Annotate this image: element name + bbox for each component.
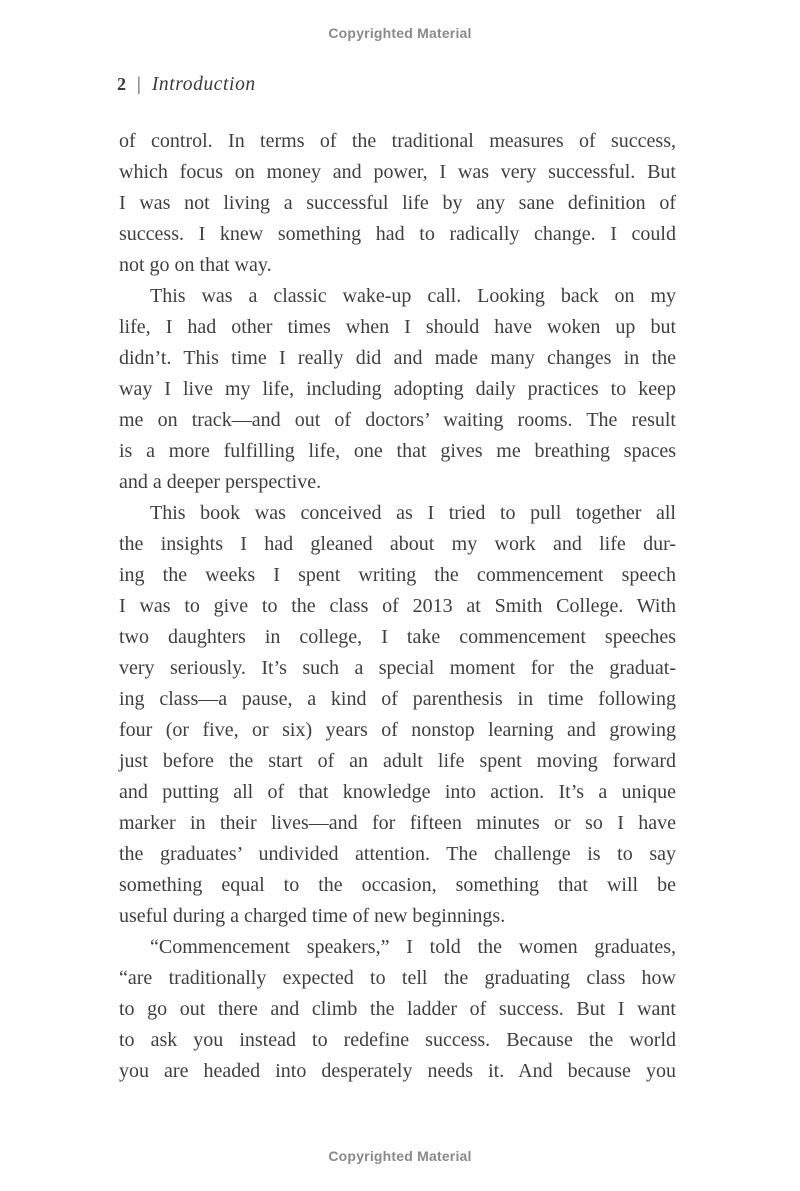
body-line: and a deeper perspective. [119,471,322,493]
body-line: success. I knew something had to radically change. I could [119,223,676,245]
copyright-notice-top: Copyrighted Material [328,25,472,41]
body-line: is a more fulfilling life, one that gives me breathing spaces [119,440,676,462]
page-body [119,126,676,1087]
body-line: “Commencement speakers,” I told the women graduates, [150,936,676,958]
body-line: something equal to the occasion, something that will be [119,874,676,896]
body-line: the graduates’ undivided attention. The challenge is to say [119,843,676,865]
body-line: This book was conceived as I tried to pull together all [150,502,676,524]
body-line: I was not living a successful life by any sane definition of [119,192,676,214]
body-line: marker in their lives—and for fifteen minutes or so I have [119,812,676,834]
body-line: way I live my life, including adopting daily practices to keep [119,378,676,400]
body-line: and putting all of that knowledge into action. It’s a unique [119,781,676,803]
body-line: “are traditionally expected to tell the graduating class how [119,967,676,989]
header-separator: | [137,74,141,95]
body-line: me on track—and out of doctors’ waiting rooms. The result [119,409,676,431]
body-line: ing class—a pause, a kind of parenthesis in time following [119,688,676,710]
body-line: This was a classic wake-up call. Looking back on my [150,285,676,307]
body-line: ing the weeks I spent writing the commencement speech [119,564,676,586]
body-line: to ask you instead to redefine success. Because the world [119,1029,676,1051]
body-line: you are headed into desperately needs it. And because you [119,1060,676,1082]
body-line: life, I had other times when I should have woken up but [119,316,676,338]
body-line: didn’t. This time I really did and made many changes in the [119,347,676,369]
body-line: two daughters in college, I take commencement speeches [119,626,676,648]
body-line: four (or five, or six) years of nonstop learning and growing [119,719,676,741]
chapter-title: Introduction [151,74,256,95]
body-line: of control. In terms of the traditional measures of success, [119,130,676,152]
body-line: the insights I had gleaned about my work and life dur- [119,533,676,555]
body-line: to go out there and climb the ladder of success. But I want [119,998,676,1020]
running-header [117,74,256,96]
body-line: useful during a charged time of new beginnings. [119,905,506,927]
body-line: very seriously. It’s such a special moment for the graduat- [119,657,676,679]
body-line: not go on that way. [119,254,272,276]
body-line: I was to give to the class of 2013 at Smith College. With [119,595,676,617]
body-line: just before the start of an adult life spent moving forward [119,750,676,772]
body-line: which focus on money and power, I was very successful. But [119,161,676,183]
copyright-notice-bottom: Copyrighted Material [328,1148,472,1164]
page-number: 2 [117,74,126,94]
